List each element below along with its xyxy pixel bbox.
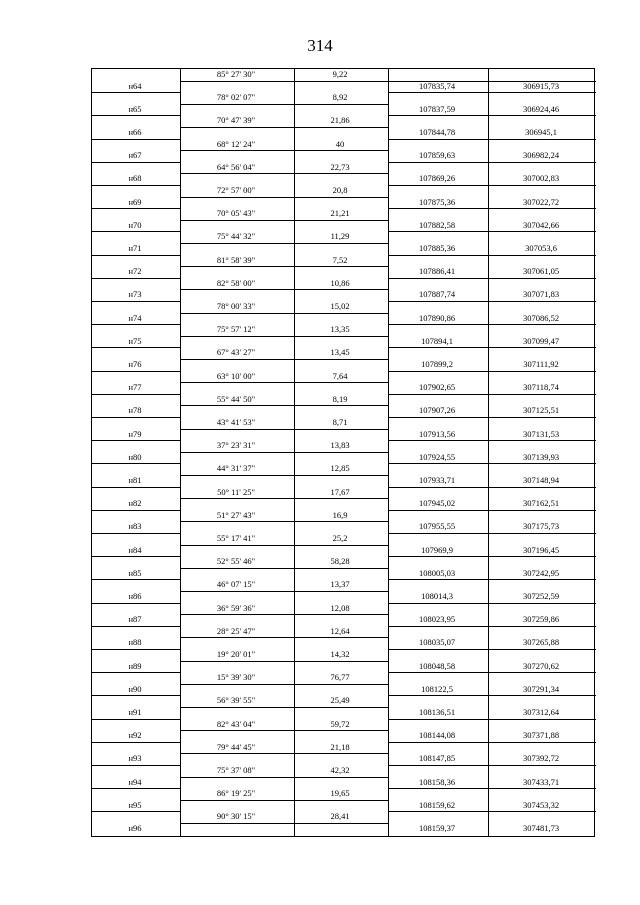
segment-distance: 42,32 — [330, 765, 350, 775]
segment-angle: 82° 43' 04" — [216, 718, 256, 729]
row-divider — [92, 394, 180, 395]
row-divider — [92, 695, 180, 696]
point-name: н81 — [128, 475, 142, 485]
point-x-coordinate: 107894,1 — [421, 335, 453, 346]
segment-distance: 12,85 — [330, 463, 350, 474]
segment-distance: 14,32 — [330, 649, 350, 659]
row-divider — [180, 684, 388, 685]
row-divider — [388, 626, 596, 627]
point-x-coordinate: 107969,9 — [421, 544, 453, 555]
row-divider — [92, 811, 180, 812]
row-divider — [180, 197, 388, 198]
row-divider — [92, 371, 180, 372]
point-y-coordinate: 307053,6 — [525, 243, 557, 253]
segment-distance: 15,02 — [330, 301, 350, 311]
point-name: н64 — [128, 80, 142, 91]
point-name: н70 — [128, 219, 142, 230]
row-divider — [92, 440, 180, 441]
segment-angle: 75° 37' 08" — [216, 765, 256, 775]
point-x-coordinate: 107924,55 — [418, 451, 456, 462]
row-divider — [388, 278, 596, 279]
point-y-coordinate: 307086,52 — [522, 312, 560, 323]
point-x-coordinate: 108048,58 — [418, 660, 456, 671]
segment-angle: 37° 23' 31" — [216, 440, 256, 451]
point-y-coordinate: 307042,66 — [522, 219, 560, 230]
point-name: н84 — [128, 544, 142, 555]
segment-angle: 63° 10' 00" — [216, 370, 256, 381]
point-name: н74 — [128, 312, 142, 323]
point-y-coordinate: 306915,73 — [522, 80, 560, 91]
row-divider — [92, 115, 180, 116]
segment-distance: 25,2 — [332, 533, 348, 543]
segment-distance: 19,65 — [330, 788, 350, 799]
coordinates-table — [91, 68, 595, 837]
row-divider — [92, 92, 180, 93]
row-divider — [388, 162, 596, 163]
row-divider — [388, 672, 596, 673]
row-divider — [388, 719, 596, 720]
segment-angle: 19° 20' 01" — [216, 649, 256, 659]
point-x-coordinate: 107835,74 — [418, 80, 456, 91]
row-divider — [92, 788, 180, 789]
point-y-coordinate: 307131,53 — [522, 428, 560, 439]
segment-angle: 85° 27' 30" — [216, 69, 256, 79]
segment-distance: 22,73 — [330, 161, 350, 172]
row-divider — [180, 266, 388, 267]
point-name: н71 — [128, 243, 142, 253]
row-divider — [92, 672, 180, 673]
point-y-coordinate: 307291,34 — [522, 683, 560, 694]
point-name: н90 — [128, 683, 142, 694]
segment-angle: 75° 57' 12" — [216, 324, 256, 335]
point-y-coordinate: 307022,72 — [522, 196, 560, 207]
row-divider — [92, 603, 180, 604]
row-divider — [180, 661, 388, 662]
row-divider — [388, 417, 596, 418]
row-divider — [388, 510, 596, 511]
row-divider — [180, 475, 388, 476]
point-y-coordinate: 307002,83 — [522, 173, 560, 184]
point-y-coordinate: 307175,73 — [522, 521, 560, 532]
row-divider — [180, 243, 388, 244]
row-divider — [180, 382, 388, 383]
point-y-coordinate: 307392,72 — [522, 753, 560, 764]
point-x-coordinate: 107875,36 — [418, 196, 456, 207]
point-name: н69 — [128, 196, 142, 207]
segment-angle: 36° 59' 36" — [216, 602, 256, 613]
row-divider — [180, 289, 388, 290]
segment-angle: 72° 57' 00" — [216, 185, 256, 195]
row-divider — [92, 487, 180, 488]
row-divider — [180, 498, 388, 499]
row-divider — [92, 162, 180, 163]
segment-angle: 70° 05' 43" — [216, 208, 256, 219]
point-y-coordinate: 307099,47 — [522, 335, 560, 346]
point-name: н65 — [128, 103, 142, 114]
segment-angle: 51° 27' 43" — [216, 509, 256, 520]
segment-angle: 55° 44' 50" — [216, 393, 256, 404]
point-y-coordinate: 307196,45 — [522, 544, 560, 555]
segment-distance: 21,21 — [330, 208, 350, 219]
segment-angle: 90° 30' 15" — [216, 811, 256, 822]
segment-distance: 58,28 — [330, 556, 350, 567]
point-x-coordinate: 107859,63 — [418, 150, 456, 161]
row-divider — [388, 185, 596, 186]
point-name: н80 — [128, 451, 142, 462]
row-divider — [92, 719, 180, 720]
point-x-coordinate: 107913,56 — [418, 428, 456, 439]
point-name: н66 — [128, 127, 142, 137]
segment-angle: 70° 47' 39" — [216, 115, 256, 126]
point-x-coordinate: 107945,02 — [418, 498, 456, 509]
row-divider — [92, 324, 180, 325]
row-divider — [180, 313, 388, 314]
point-y-coordinate: 307312,64 — [522, 707, 560, 717]
point-name: н95 — [128, 799, 142, 810]
point-x-coordinate: 107887,74 — [418, 289, 456, 300]
row-divider — [388, 463, 596, 464]
row-divider — [388, 231, 596, 232]
segment-distance: 13,83 — [330, 440, 350, 451]
point-name: н93 — [128, 753, 142, 764]
row-divider — [388, 301, 596, 302]
segment-distance: 13,35 — [330, 324, 350, 335]
segment-distance: 59,72 — [330, 718, 350, 729]
point-name: н88 — [128, 637, 142, 648]
segment-angle: 68° 12' 24" — [216, 138, 256, 149]
point-x-coordinate: 108122,5 — [421, 683, 453, 694]
point-name: н73 — [128, 289, 142, 300]
point-y-coordinate: 307162,51 — [522, 498, 560, 509]
segment-distance: 20,8 — [332, 185, 348, 195]
row-divider — [92, 579, 180, 580]
segment-angle: 79° 44' 45" — [216, 741, 256, 752]
segment-angle: 75° 44' 32" — [216, 231, 256, 242]
point-name: н89 — [128, 660, 142, 671]
segment-angle: 28° 25' 47" — [216, 625, 256, 636]
row-divider — [388, 255, 596, 256]
row-divider — [180, 452, 388, 453]
row-divider — [180, 614, 388, 615]
segment-distance: 76,77 — [330, 672, 350, 683]
point-x-coordinate: 107885,36 — [418, 243, 456, 253]
point-x-coordinate: 108159,37 — [418, 823, 456, 833]
row-divider — [180, 104, 388, 105]
row-divider — [388, 394, 596, 395]
segment-angle: 67° 43' 27" — [216, 347, 256, 358]
row-divider — [388, 139, 596, 140]
point-y-coordinate: 307111,92 — [523, 359, 559, 369]
row-divider — [92, 765, 180, 766]
segment-angle: 64° 56' 04" — [216, 161, 256, 172]
segment-distance: 25,49 — [330, 695, 350, 706]
point-x-coordinate: 107899,2 — [421, 359, 453, 369]
segment-distance: 21,18 — [330, 741, 350, 752]
point-y-coordinate: 307433,71 — [522, 776, 560, 787]
row-divider — [92, 463, 180, 464]
segment-distance: 16,9 — [332, 509, 348, 520]
row-divider — [180, 521, 388, 522]
row-divider — [92, 278, 180, 279]
row-divider — [388, 371, 596, 372]
row-divider — [388, 92, 596, 93]
segment-distance: 11,29 — [330, 231, 350, 242]
row-divider — [388, 765, 596, 766]
point-x-coordinate: 107933,71 — [418, 475, 456, 485]
point-x-coordinate: 108014,3 — [421, 591, 453, 601]
point-x-coordinate: 108005,03 — [418, 567, 456, 578]
row-divider — [180, 150, 388, 151]
row-divider — [388, 556, 596, 557]
point-x-coordinate: 108035,07 — [418, 637, 456, 648]
point-y-coordinate: 307242,95 — [522, 567, 560, 578]
point-y-coordinate: 307252,59 — [522, 591, 560, 601]
point-x-coordinate: 107882,58 — [418, 219, 456, 230]
segment-distance: 10,86 — [330, 277, 350, 288]
segment-distance: 8,71 — [332, 417, 348, 427]
point-name: н67 — [128, 150, 142, 161]
row-divider — [92, 533, 180, 534]
row-divider — [388, 440, 596, 441]
segment-distance: 13,45 — [330, 347, 350, 358]
row-divider — [92, 208, 180, 209]
point-y-coordinate: 307125,51 — [522, 405, 560, 416]
row-divider — [92, 139, 180, 140]
row-divider — [92, 556, 180, 557]
row-divider — [388, 533, 596, 534]
row-divider — [92, 626, 180, 627]
row-divider — [180, 823, 388, 824]
point-x-coordinate: 108158,36 — [418, 776, 456, 787]
point-name: н72 — [128, 266, 142, 277]
segment-distance: 40 — [335, 138, 345, 149]
point-name: н85 — [128, 567, 142, 578]
segment-distance: 12,08 — [330, 602, 350, 613]
point-y-coordinate: 307061,05 — [522, 266, 560, 277]
row-divider — [92, 231, 180, 232]
row-divider — [388, 811, 596, 812]
row-divider — [180, 173, 388, 174]
point-x-coordinate: 107902,65 — [418, 382, 456, 393]
row-divider — [92, 510, 180, 511]
row-divider — [92, 742, 180, 743]
point-y-coordinate: 307118,74 — [523, 382, 559, 393]
row-divider — [388, 742, 596, 743]
row-divider — [180, 707, 388, 708]
row-divider — [388, 347, 596, 348]
row-divider — [180, 730, 388, 731]
row-divider — [388, 579, 596, 580]
point-name: н91 — [128, 707, 142, 717]
point-y-coordinate: 307071,83 — [522, 289, 560, 300]
row-divider — [388, 695, 596, 696]
point-x-coordinate: 107886,41 — [418, 266, 456, 277]
row-divider — [92, 649, 180, 650]
row-divider — [388, 649, 596, 650]
point-name: н68 — [128, 173, 142, 184]
row-divider — [92, 185, 180, 186]
point-y-coordinate: 307481,73 — [522, 823, 560, 833]
point-x-coordinate: 107869,26 — [418, 173, 456, 184]
segment-distance: 13,37 — [330, 579, 350, 590]
row-divider — [388, 324, 596, 325]
point-name: н96 — [128, 823, 142, 833]
point-y-coordinate: 306924,46 — [522, 103, 560, 114]
segment-distance: 17,67 — [330, 486, 350, 497]
row-divider — [180, 637, 388, 638]
point-name: н82 — [128, 498, 142, 509]
point-y-coordinate: 306945,1 — [525, 127, 557, 137]
row-divider — [388, 487, 596, 488]
row-divider — [180, 753, 388, 754]
row-divider — [180, 591, 388, 592]
point-name: н78 — [128, 405, 142, 416]
segment-angle: 78° 02' 07" — [216, 92, 256, 103]
point-name: н83 — [128, 521, 142, 532]
row-divider — [180, 405, 388, 406]
row-divider — [180, 359, 388, 360]
segment-distance: 12,64 — [330, 625, 350, 636]
row-divider — [180, 336, 388, 337]
segment-angle: 55° 17' 41" — [216, 533, 256, 543]
point-name: н75 — [128, 335, 142, 346]
row-divider — [92, 347, 180, 348]
point-x-coordinate: 108023,95 — [418, 614, 456, 625]
point-y-coordinate: 307259,86 — [522, 614, 560, 625]
row-divider — [388, 115, 596, 116]
point-x-coordinate: 107890,86 — [418, 312, 456, 323]
point-name: н94 — [128, 776, 142, 787]
point-y-coordinate: 307270,62 — [522, 660, 560, 671]
point-y-coordinate: 307453,32 — [522, 799, 560, 810]
point-x-coordinate: 107907,26 — [418, 405, 456, 416]
segment-angle: 15° 39' 30" — [216, 672, 256, 683]
point-name: н86 — [128, 591, 142, 601]
segment-distance: 8,19 — [332, 393, 348, 404]
segment-angle: 86° 19' 25" — [216, 788, 256, 799]
row-divider — [180, 777, 388, 778]
point-x-coordinate: 108147,85 — [418, 753, 456, 764]
point-x-coordinate: 107844,78 — [418, 127, 456, 137]
row-divider — [92, 417, 180, 418]
point-x-coordinate: 108159,62 — [418, 799, 456, 810]
segment-angle: 43° 41' 53" — [216, 417, 256, 427]
row-divider — [180, 429, 388, 430]
point-x-coordinate: 107955,55 — [418, 521, 456, 532]
row-divider — [180, 81, 388, 82]
segment-angle: 56° 39' 55" — [216, 695, 256, 706]
point-y-coordinate: 307139,93 — [522, 451, 560, 462]
segment-distance: 8,92 — [332, 92, 348, 103]
point-y-coordinate: 307371,88 — [522, 730, 560, 741]
point-y-coordinate: 306982,24 — [522, 150, 560, 161]
segment-distance: 21,86 — [330, 115, 350, 126]
segment-angle: 46° 07' 15" — [216, 579, 256, 590]
row-divider — [180, 800, 388, 801]
point-name: н92 — [128, 730, 142, 741]
segment-angle: 50° 11' 25" — [217, 486, 255, 497]
row-divider — [180, 127, 388, 128]
point-x-coordinate: 108136,51 — [418, 707, 456, 717]
point-name: н76 — [128, 359, 142, 369]
row-divider — [180, 545, 388, 546]
point-y-coordinate: 307148,94 — [522, 475, 560, 485]
point-x-coordinate: 107837,59 — [418, 103, 456, 114]
segment-angle: 78° 00' 33" — [216, 301, 256, 311]
segment-angle: 82° 58' 00" — [216, 277, 256, 288]
row-divider — [180, 568, 388, 569]
point-name: н87 — [128, 614, 142, 625]
segment-distance: 7,52 — [332, 254, 348, 265]
point-name: н77 — [128, 382, 142, 393]
row-divider — [180, 220, 388, 221]
row-divider — [92, 301, 180, 302]
segment-distance: 9,22 — [332, 69, 348, 79]
segment-angle: 52° 55' 46" — [216, 556, 256, 567]
point-x-coordinate: 108144,08 — [418, 730, 456, 741]
row-divider — [92, 255, 180, 256]
point-y-coordinate: 307265,88 — [522, 637, 560, 648]
row-divider — [388, 208, 596, 209]
page-number: 314 — [307, 36, 333, 55]
segment-angle: 44° 31' 37" — [216, 463, 256, 474]
segment-angle: 81° 58' 39" — [216, 254, 256, 265]
row-divider — [388, 603, 596, 604]
segment-distance: 28,41 — [330, 811, 350, 822]
row-divider — [388, 788, 596, 789]
segment-distance: 7,64 — [332, 370, 348, 381]
point-name: н79 — [128, 428, 142, 439]
